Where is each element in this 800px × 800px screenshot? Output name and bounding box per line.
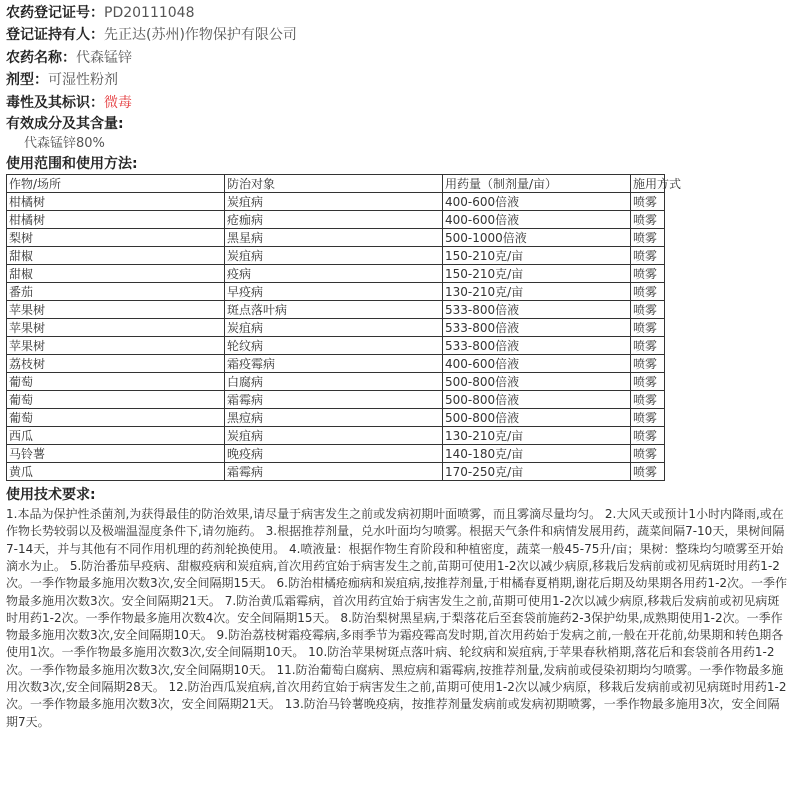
cell-crop: 葡萄 — [7, 373, 225, 391]
formulation-label: 剂型： — [6, 72, 48, 89]
technical-requirements-text: 1.本品为保护性杀菌剂,为获得最佳的防治效果,请尽量于病害发生之前或发病初期叶面喷雾，而且雾滴尽量均匀。 2.大风天或预计1小时内降雨,或在作物长势较弱以及极端温湿度条件下,请勿施药。 3.根据推荐剂量，兑水叶面均匀喷雾。根据天气条件和病情发展用药，蔬菜间隔7-10天，果树间隔7-14天，并与其他有不同作用机理的药剂轮换使用。 4.喷液量：根据作物生育阶段和种植密度，蔬菜一般45-75升/亩；果树：整珠均匀喷雾至开始滴水为止。 5.防治番茄早疫病、甜椒疫病和炭疽病,首次用药宜始于病害发生之前,苗期可使用1-2次以减少病原,移栽后发病前或初见病斑时用药1-2次。一季作物最多施用次数3次,安全间隔期15天。 6.防治柑橘疮痂病和炭疽病,按推荐剂量,于柑橘春夏梢期,谢花后期及幼果期各用药1-2次。一季作物最多施用次数3次。安全间隔期21天。 7.防治黄瓜霜霉病，首次用药宜始于病害发生之前,苗期可使用1-2次以减少病原,移栽后发病前或初见病斑时用药1-2次。一季作物最多施用次数4次。安全间隔期15天。 8.防治梨树黑星病,于梨落花后至套袋前施药2-3保护幼果,成熟期使用1-2次。一季作物最多施用次数3次,安全间隔期10天。 9.防治荔枝树霜疫霉病,多雨季节为霜疫霉高发时期,首次用药始于发病之前,一般在开花前,幼果期和转色期各使用1次。一季作物最多施用次数3次,安全间隔期10天。 10.防治苹果树斑点落叶病、轮纹病和炭疽病,于苹果春秋梢期,落花后和套袋前各用药1-2次。一季作物最多施用次数3次,安全间隔期10天。 11.防治葡萄白腐病、黑痘病和霜霉病,按推荐剂量,发病前或侵染初期均匀喷雾。一季作物最多施用次数3次,安全间隔期28天。 12.防治西瓜炭疽病,首次用药宜始于病害发生之前,苗期可使用1-2次以减少病原，移栽后发病前或初见病斑时用药1-2次。一季作物最多施用次数3次，安全间隔期21天。 13.防治马铃薯晚疫病，按推荐剂量发病前或发病初期喷雾，一季作物最多施用3次，安全间隔期7天。 — [6, 507, 788, 729]
cell-method: 喷雾 — [631, 229, 665, 247]
cell-crop: 梨树 — [7, 229, 225, 247]
cell-method: 喷雾 — [631, 283, 665, 301]
table-row — [7, 445, 665, 463]
ingredients-value: 代森锰锌80% — [24, 136, 105, 152]
cell-target: 早疫病 — [225, 283, 443, 301]
table-row — [7, 373, 665, 391]
cell-method: 喷雾 — [631, 445, 665, 463]
cell-method: 喷雾 — [631, 193, 665, 211]
usage-table — [6, 174, 682, 481]
table-row — [7, 301, 665, 319]
usage-table-header-row — [7, 175, 665, 193]
formulation-value: 可湿性粉剂 — [48, 72, 118, 89]
pesticide-name-label: 农药名称： — [6, 49, 76, 66]
cell-crop: 番茄 — [7, 283, 225, 301]
table-row — [7, 337, 665, 355]
registration-number-label: 农药登记证号： — [6, 5, 104, 21]
cell-dosage: 400-600倍液 — [443, 193, 631, 211]
holder-row — [6, 24, 794, 46]
ingredients-label: 有效成分及其含量: — [6, 116, 124, 133]
cell-dosage: 500-1000倍液 — [443, 229, 631, 247]
cell-method: 喷雾 — [631, 409, 665, 427]
cell-crop: 柑橘树 — [7, 193, 225, 211]
column-header-dosage: 用药量（制剂量/亩） — [443, 175, 631, 193]
pesticide-name-row — [6, 47, 794, 69]
table-row — [7, 427, 665, 445]
table-row — [7, 391, 665, 409]
cell-crop: 甜椒 — [7, 265, 225, 283]
table-row — [7, 463, 665, 481]
cell-dosage: 533-800倍液 — [443, 337, 631, 355]
cell-method: 喷雾 — [631, 301, 665, 319]
cell-method: 喷雾 — [631, 463, 665, 481]
usage-section-title: 使用范围和使用方法: — [6, 156, 138, 173]
pesticide-name-value: 代森锰锌 — [76, 49, 132, 66]
cell-target: 黑星病 — [225, 229, 443, 247]
cell-target: 疮痂病 — [225, 211, 443, 229]
cell-target: 晚疫病 — [225, 445, 443, 463]
cell-dosage: 150-210克/亩 — [443, 265, 631, 283]
cell-crop: 葡萄 — [7, 409, 225, 427]
cell-method: 喷雾 — [631, 373, 665, 391]
cell-dosage: 130-210克/亩 — [443, 283, 631, 301]
cell-crop: 甜椒 — [7, 247, 225, 265]
cell-crop: 葡萄 — [7, 391, 225, 409]
cell-method: 喷雾 — [631, 355, 665, 373]
cell-dosage: 130-210克/亩 — [443, 427, 631, 445]
table-row — [7, 211, 665, 229]
cell-dosage: 170-250克/亩 — [443, 463, 631, 481]
holder-label: 登记证持有人： — [6, 27, 104, 44]
formulation-row — [6, 69, 794, 91]
technical-section-title: 使用技术要求: — [6, 487, 96, 504]
cell-dosage: 400-600倍液 — [443, 211, 631, 229]
cell-crop: 苹果树 — [7, 337, 225, 355]
cell-dosage: 500-800倍液 — [443, 409, 631, 427]
table-row — [7, 319, 665, 337]
cell-target: 斑点落叶病 — [225, 301, 443, 319]
toxicity-label: 毒性及其标识： — [6, 94, 104, 111]
table-row — [7, 229, 665, 247]
cell-crop: 荔枝树 — [7, 355, 225, 373]
cell-target: 轮纹病 — [225, 337, 443, 355]
registration-number-value: PD20111048 — [104, 5, 195, 21]
cell-method: 喷雾 — [631, 211, 665, 229]
cell-crop: 马铃薯 — [7, 445, 225, 463]
cell-target: 炭疽病 — [225, 427, 443, 445]
cell-method: 喷雾 — [631, 265, 665, 283]
cell-dosage: 500-800倍液 — [443, 373, 631, 391]
registration-number-row — [6, 2, 794, 24]
cell-dosage: 533-800倍液 — [443, 301, 631, 319]
cell-crop: 柑橘树 — [7, 211, 225, 229]
table-row — [7, 247, 665, 265]
toxicity-row — [6, 92, 794, 114]
cell-dosage: 150-210克/亩 — [443, 247, 631, 265]
cell-target: 黑痘病 — [225, 409, 443, 427]
table-row — [7, 193, 665, 211]
table-row — [7, 283, 665, 301]
cell-target: 霜霉病 — [225, 463, 443, 481]
table-row — [7, 409, 665, 427]
cell-target: 霜霉病 — [225, 391, 443, 409]
cell-method: 喷雾 — [631, 337, 665, 355]
cell-dosage: 533-800倍液 — [443, 319, 631, 337]
cell-crop: 苹果树 — [7, 301, 225, 319]
cell-target: 炭疽病 — [225, 247, 443, 265]
cell-method: 喷雾 — [631, 427, 665, 445]
holder-value: 先正达(苏州)作物保护有限公司 — [104, 27, 297, 44]
toxicity-value: 微毒 — [104, 94, 132, 111]
cell-method: 喷雾 — [631, 247, 665, 265]
column-header-method: 施用方式 — [631, 175, 665, 193]
cell-target: 炭疽病 — [225, 193, 443, 211]
table-row — [7, 265, 665, 283]
cell-method: 喷雾 — [631, 391, 665, 409]
cell-dosage: 140-180克/亩 — [443, 445, 631, 463]
cell-target: 白腐病 — [225, 373, 443, 391]
column-header-target: 防治对象 — [225, 175, 443, 193]
cell-target: 霜疫霉病 — [225, 355, 443, 373]
cell-crop: 西瓜 — [7, 427, 225, 445]
table-row — [7, 355, 665, 373]
cell-method: 喷雾 — [631, 319, 665, 337]
cell-target: 疫病 — [225, 265, 443, 283]
cell-target: 炭疽病 — [225, 319, 443, 337]
cell-dosage: 500-800倍液 — [443, 391, 631, 409]
cell-crop: 苹果树 — [7, 319, 225, 337]
cell-crop: 黄瓜 — [7, 463, 225, 481]
column-header-crop: 作物/场所 — [7, 175, 225, 193]
cell-dosage: 400-600倍液 — [443, 355, 631, 373]
